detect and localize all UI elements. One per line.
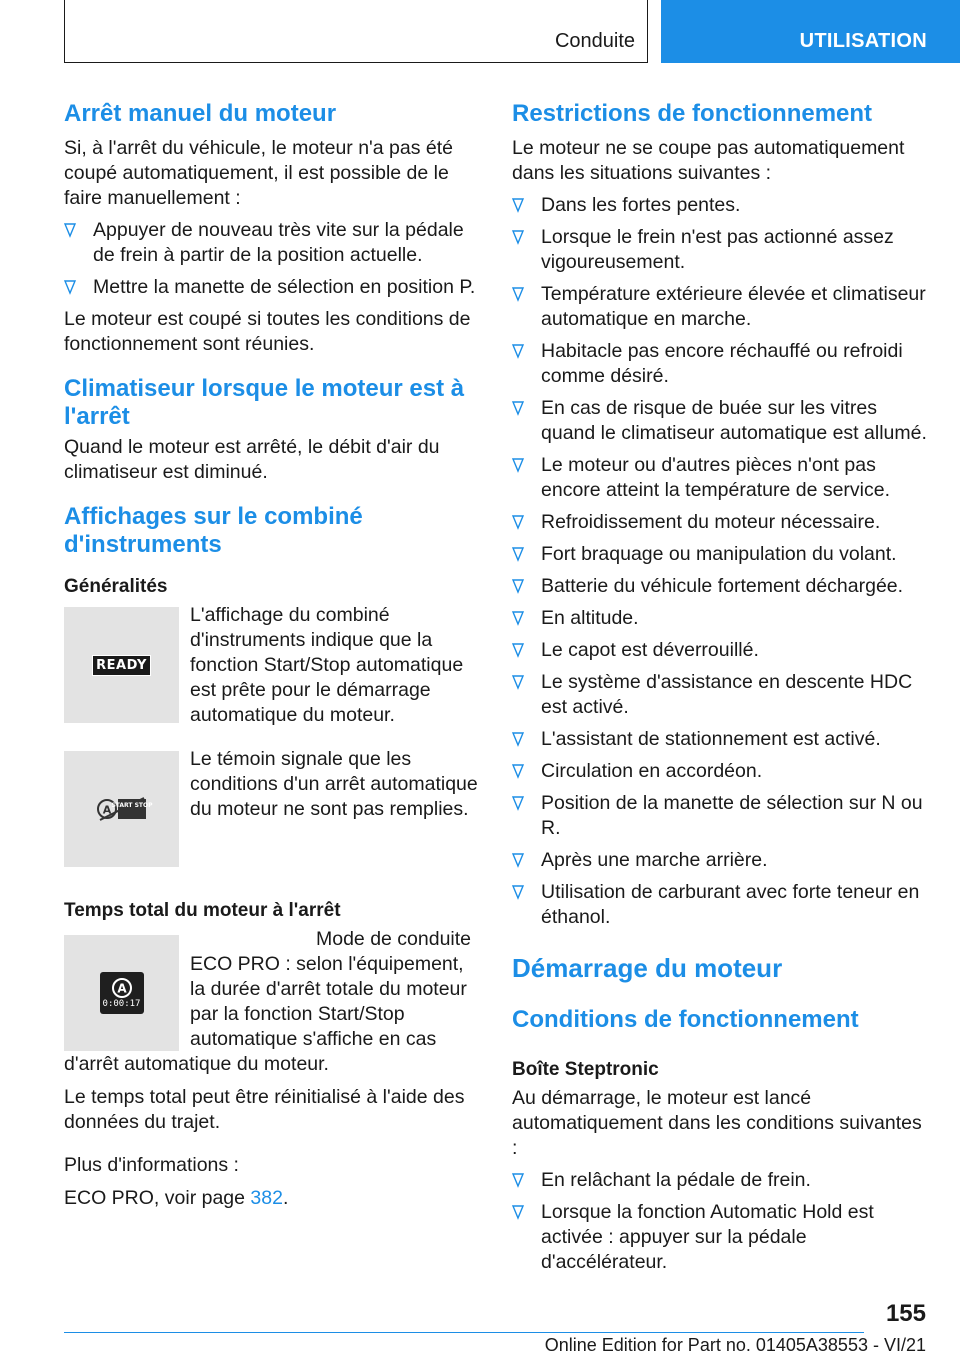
list-item: Circulation en accordéon. bbox=[512, 759, 930, 784]
list-item: Fort braquage ou manipulation du volant. bbox=[512, 542, 930, 567]
footer-edition: Online Edition for Part no. 01405A38553 - VI/21 bbox=[544, 1335, 926, 1355]
list-item: Après une marche arrière. bbox=[512, 848, 930, 873]
startstop-indicator-image bbox=[64, 751, 179, 867]
svg-text:A: A bbox=[102, 803, 111, 817]
subsection-total-stop-time: Temps total du moteur à l'arrêt bbox=[64, 900, 341, 921]
list-item: En altitude. bbox=[512, 606, 930, 631]
subsection-steptronic: Boîte Steptronic bbox=[512, 1059, 659, 1080]
triangle-bullet-icon bbox=[512, 795, 524, 811]
triangle-bullet-icon bbox=[512, 731, 524, 747]
restrictions-intro: Le moteur ne se coupe pas automatiquement dans les situations suivantes : bbox=[512, 137, 905, 184]
figure-timer-block bbox=[64, 927, 482, 1077]
triangle-bullet-icon bbox=[512, 514, 524, 530]
triangle-bullet-icon bbox=[512, 197, 524, 213]
steptronic-intro: Au démarrage, le moteur est lancé automatiquement dans les conditions suivantes : bbox=[512, 1087, 922, 1159]
start-stop-off-icon bbox=[96, 796, 153, 822]
startstop-indicator-text: Le témoin signale que les conditions d'un arrêt automatique du moteur ne sont pas remplies. bbox=[190, 748, 478, 820]
list-item: Refroidissement du moteur nécessaire. bbox=[512, 510, 930, 535]
triangle-bullet-icon bbox=[512, 674, 524, 690]
list-item: Habitacle pas encore réchauffé ou refroidi comme désiré. bbox=[512, 339, 930, 389]
triangle-bullet-icon bbox=[64, 279, 76, 295]
ready-display-image bbox=[64, 607, 179, 723]
page-number: 155 bbox=[885, 1300, 926, 1327]
header-section-tab bbox=[661, 0, 960, 63]
list-item: Température extérieure élevée et climatiseur automatique en marche. bbox=[512, 282, 930, 332]
more-info-label: Plus d'informations : bbox=[64, 1154, 239, 1176]
start-stop-label: START STOP bbox=[110, 802, 153, 809]
list-item: Appuyer de nouveau très vite sur la pédale de frein à partir de la position actuelle. bbox=[64, 218, 482, 268]
list-item: Le moteur ou d'autres pièces n'ont pas encore atteint la température de service. bbox=[512, 453, 930, 503]
list-item: Lorsque la fonction Automatic Hold est activée : appuyer sur la pédale d'accélérateur. bbox=[512, 1200, 930, 1275]
list-item: Le système d'assistance en descente HDC est activé. bbox=[512, 670, 930, 720]
header-chapter-box bbox=[64, 0, 648, 63]
list-item: En cas de risque de buée sur les vitres quand le climatiseur automatique est allumé. bbox=[512, 396, 930, 446]
list-item: Utilisation de carburant avec forte teneur en éthanol. bbox=[512, 880, 930, 930]
triangle-bullet-icon bbox=[512, 286, 524, 302]
ready-badge: READY bbox=[92, 655, 151, 676]
eco-pro-reference: ECO PRO, voir page 382. bbox=[64, 1187, 289, 1209]
subsection-general: Généralités bbox=[64, 576, 168, 597]
triangle-bullet-icon bbox=[512, 1172, 524, 1188]
manual-stop-list bbox=[64, 218, 482, 300]
footer-divider bbox=[64, 1332, 864, 1333]
auto-start-stop-icon bbox=[111, 977, 133, 999]
figure-startstop-block bbox=[64, 747, 482, 863]
triangle-bullet-icon bbox=[512, 546, 524, 562]
triangle-bullet-icon bbox=[512, 578, 524, 594]
triangle-bullet-icon bbox=[512, 642, 524, 658]
triangle-bullet-icon bbox=[512, 400, 524, 416]
section-title-engine-start: Démarrage du moteur bbox=[512, 953, 783, 983]
left-column bbox=[64, 100, 482, 1211]
timer-display-text: Mode de conduite ECO PRO : selon l'équipement, la durée d'arrêt totale du moteur par la fonction Start/Stop automatique s'affiche en cas d'arrêt automatique du moteur. bbox=[64, 928, 472, 1075]
section-title-restrictions: Restrictions de fonctionnement bbox=[512, 100, 873, 127]
svg-text:A: A bbox=[116, 981, 127, 996]
triangle-bullet-icon bbox=[512, 610, 524, 626]
triangle-bullet-icon bbox=[512, 884, 524, 900]
triangle-bullet-icon bbox=[64, 222, 76, 238]
right-column bbox=[512, 100, 930, 1275]
triangle-bullet-icon bbox=[512, 763, 524, 779]
restrictions-list bbox=[512, 193, 930, 930]
list-item: Lorsque le frein n'est pas actionné assez vigoureusement. bbox=[512, 225, 930, 275]
ac-stopped-text: Quand le moteur est arrêté, le débit d'air du climatiseur est diminué. bbox=[64, 436, 440, 483]
section-title-operating-conditions: Conditions de fonctionnement bbox=[512, 1006, 859, 1033]
triangle-bullet-icon bbox=[512, 229, 524, 245]
list-item: Mettre la manette de sélection en position P. bbox=[64, 275, 482, 300]
figure-ready-block bbox=[64, 603, 482, 728]
timer-display-image bbox=[64, 935, 179, 1051]
timer-reset-text: Le temps total peut être réinitialisé à l'aide des données du trajet. bbox=[64, 1086, 465, 1133]
section-title-instrument-displays: Affichages sur le combiné d'instruments bbox=[64, 503, 363, 558]
triangle-bullet-icon bbox=[512, 1204, 524, 1220]
triangle-bullet-icon bbox=[512, 343, 524, 359]
list-item: Position de la manette de sélection sur N ou R. bbox=[512, 791, 930, 841]
section-title-manual-stop: Arrêt manuel du moteur bbox=[64, 100, 337, 127]
list-item: L'assistant de stationnement est activé. bbox=[512, 727, 930, 752]
list-item: Batterie du véhicule fortement déchargée. bbox=[512, 574, 930, 599]
triangle-bullet-icon bbox=[512, 457, 524, 473]
list-item: Le capot est déverrouillé. bbox=[512, 638, 930, 663]
triangle-bullet-icon bbox=[512, 852, 524, 868]
manual-stop-outro: Le moteur est coupé si toutes les conditions de fonctionnement sont réunies. bbox=[64, 308, 471, 355]
list-item: En relâchant la pédale de frein. bbox=[512, 1168, 930, 1193]
manual-stop-intro: Si, à l'arrêt du véhicule, le moteur n'a pas été coupé automatiquement, il est possible de le faire manuellement : bbox=[64, 137, 453, 209]
timer-value: 0:00:17 bbox=[102, 999, 141, 1009]
list-item: Dans les fortes pentes. bbox=[512, 193, 930, 218]
page-link-382[interactable]: 382 bbox=[250, 1187, 283, 1209]
header-chapter: Conduite bbox=[554, 30, 635, 52]
steptronic-list bbox=[512, 1168, 930, 1275]
ready-display-text: L'affichage du combiné d'instruments indique que la fonction Start/Stop automatique est prête pour le démarrage automatique du moteur. bbox=[190, 604, 464, 726]
header-section: UTILISATION bbox=[799, 30, 927, 52]
section-title-ac-stopped: Climatiseur lorsque le moteur est à l'arrêt bbox=[64, 375, 465, 430]
timer-icon bbox=[100, 972, 144, 1014]
